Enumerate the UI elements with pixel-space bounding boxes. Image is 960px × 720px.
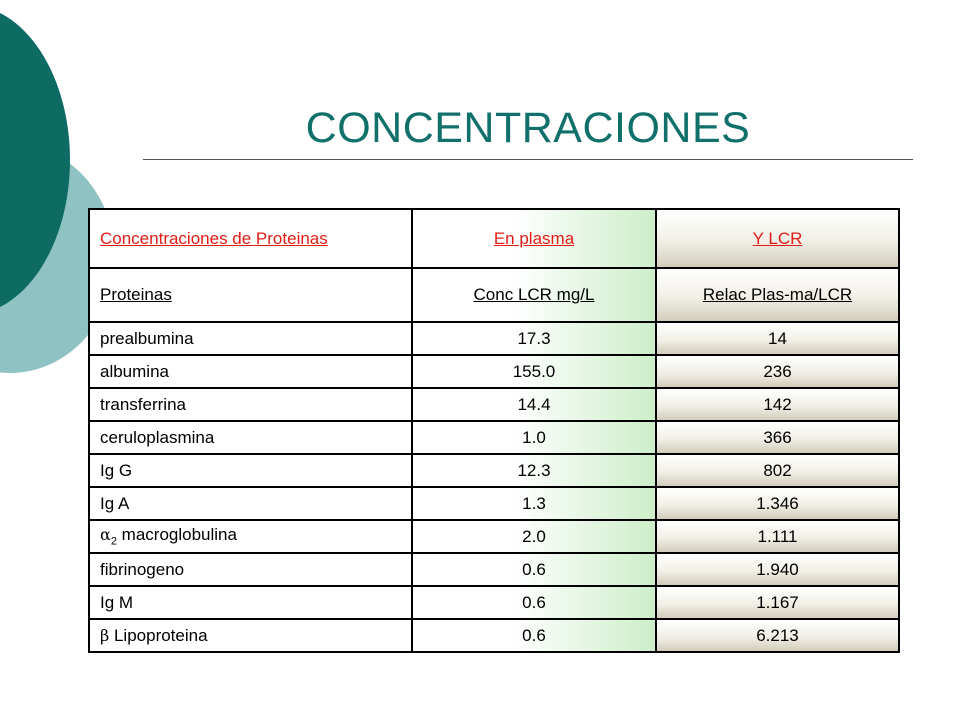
header-cell-proteins[interactable]: [89, 209, 412, 268]
lcr-value: 6.213: [656, 619, 899, 652]
header-cell-lcr[interactable]: [656, 209, 899, 268]
plasma-value: 1.0: [412, 421, 656, 454]
greek-symbol: β: [100, 625, 110, 645]
lcr-value: 802: [656, 454, 899, 487]
plasma-value: 0.6: [412, 619, 656, 652]
protein-name-cell: [89, 322, 412, 355]
protein-name-cell: [89, 586, 412, 619]
table-row: [89, 520, 899, 553]
protein-name: Ig G: [100, 460, 133, 480]
protein-concentration-table: [88, 208, 900, 653]
subheader-ratio: Relac Plas-ma/LCR: [702, 285, 853, 304]
header-link-plasma[interactable]: En plasma: [493, 228, 575, 248]
lcr-value: 1.111: [656, 520, 899, 553]
protein-name-cell: [89, 487, 412, 520]
header-cell-plasma[interactable]: [412, 209, 656, 268]
protein-name-cell: [89, 355, 412, 388]
table-row: [89, 487, 899, 520]
subheader-cell: [89, 268, 412, 322]
protein-name: ceruloplasmina: [100, 427, 215, 447]
table-body: [89, 322, 899, 652]
plasma-value: 0.6: [412, 586, 656, 619]
title-divider: [143, 159, 913, 160]
plasma-value: 1.3: [412, 487, 656, 520]
table-subheader-row: [89, 268, 899, 322]
protein-name: prealbumina: [100, 328, 194, 348]
plasma-value: 17.3: [412, 322, 656, 355]
table-row: [89, 454, 899, 487]
plasma-value: 0.6: [412, 553, 656, 586]
lcr-value: 14: [656, 322, 899, 355]
table-row: [89, 421, 899, 454]
lcr-value: 1.940: [656, 553, 899, 586]
greek-symbol: α: [100, 525, 111, 545]
protein-name: macroglobulina: [116, 525, 237, 545]
table-row: [89, 388, 899, 421]
protein-name: transferrina: [100, 394, 186, 414]
table-row: [89, 619, 899, 652]
table-row: [89, 355, 899, 388]
protein-name: fibrinogeno: [100, 559, 185, 579]
protein-name: Ig A: [100, 493, 130, 513]
protein-name-cell: [89, 388, 412, 421]
subheader-conc-lcr: Conc LCR mg/L: [473, 285, 595, 304]
lcr-value: 142: [656, 388, 899, 421]
protein-name-cell: [89, 454, 412, 487]
subheader-cell: [412, 268, 656, 322]
subheader-proteins: Proteinas: [100, 285, 172, 304]
protein-name: Ig M: [100, 592, 134, 612]
protein-name-cell: [89, 553, 412, 586]
header-link-proteins[interactable]: Concentraciones de Proteinas: [100, 228, 328, 248]
table-row: [89, 586, 899, 619]
lcr-value: 1.346: [656, 487, 899, 520]
slide-title: CONCENTRACIONES: [305, 104, 751, 152]
plasma-value: 155.0: [412, 355, 656, 388]
protein-name-cell: [89, 520, 412, 553]
protein-name-cell: [89, 619, 412, 652]
table-row: [89, 322, 899, 355]
table-row: [89, 553, 899, 586]
protein-name: albumina: [100, 361, 169, 381]
lcr-value: 236: [656, 355, 899, 388]
protein-name: Lipoproteina: [109, 625, 208, 645]
header-link-lcr[interactable]: Y LCR: [752, 228, 803, 248]
table-header-row: [89, 209, 899, 268]
plasma-value: 2.0: [412, 520, 656, 553]
lcr-value: 1.167: [656, 586, 899, 619]
subheader-cell: [656, 268, 899, 322]
lcr-value: 366: [656, 421, 899, 454]
subscript: 2: [110, 535, 117, 548]
protein-name-cell: [89, 421, 412, 454]
plasma-value: 14.4: [412, 388, 656, 421]
plasma-value: 12.3: [412, 454, 656, 487]
